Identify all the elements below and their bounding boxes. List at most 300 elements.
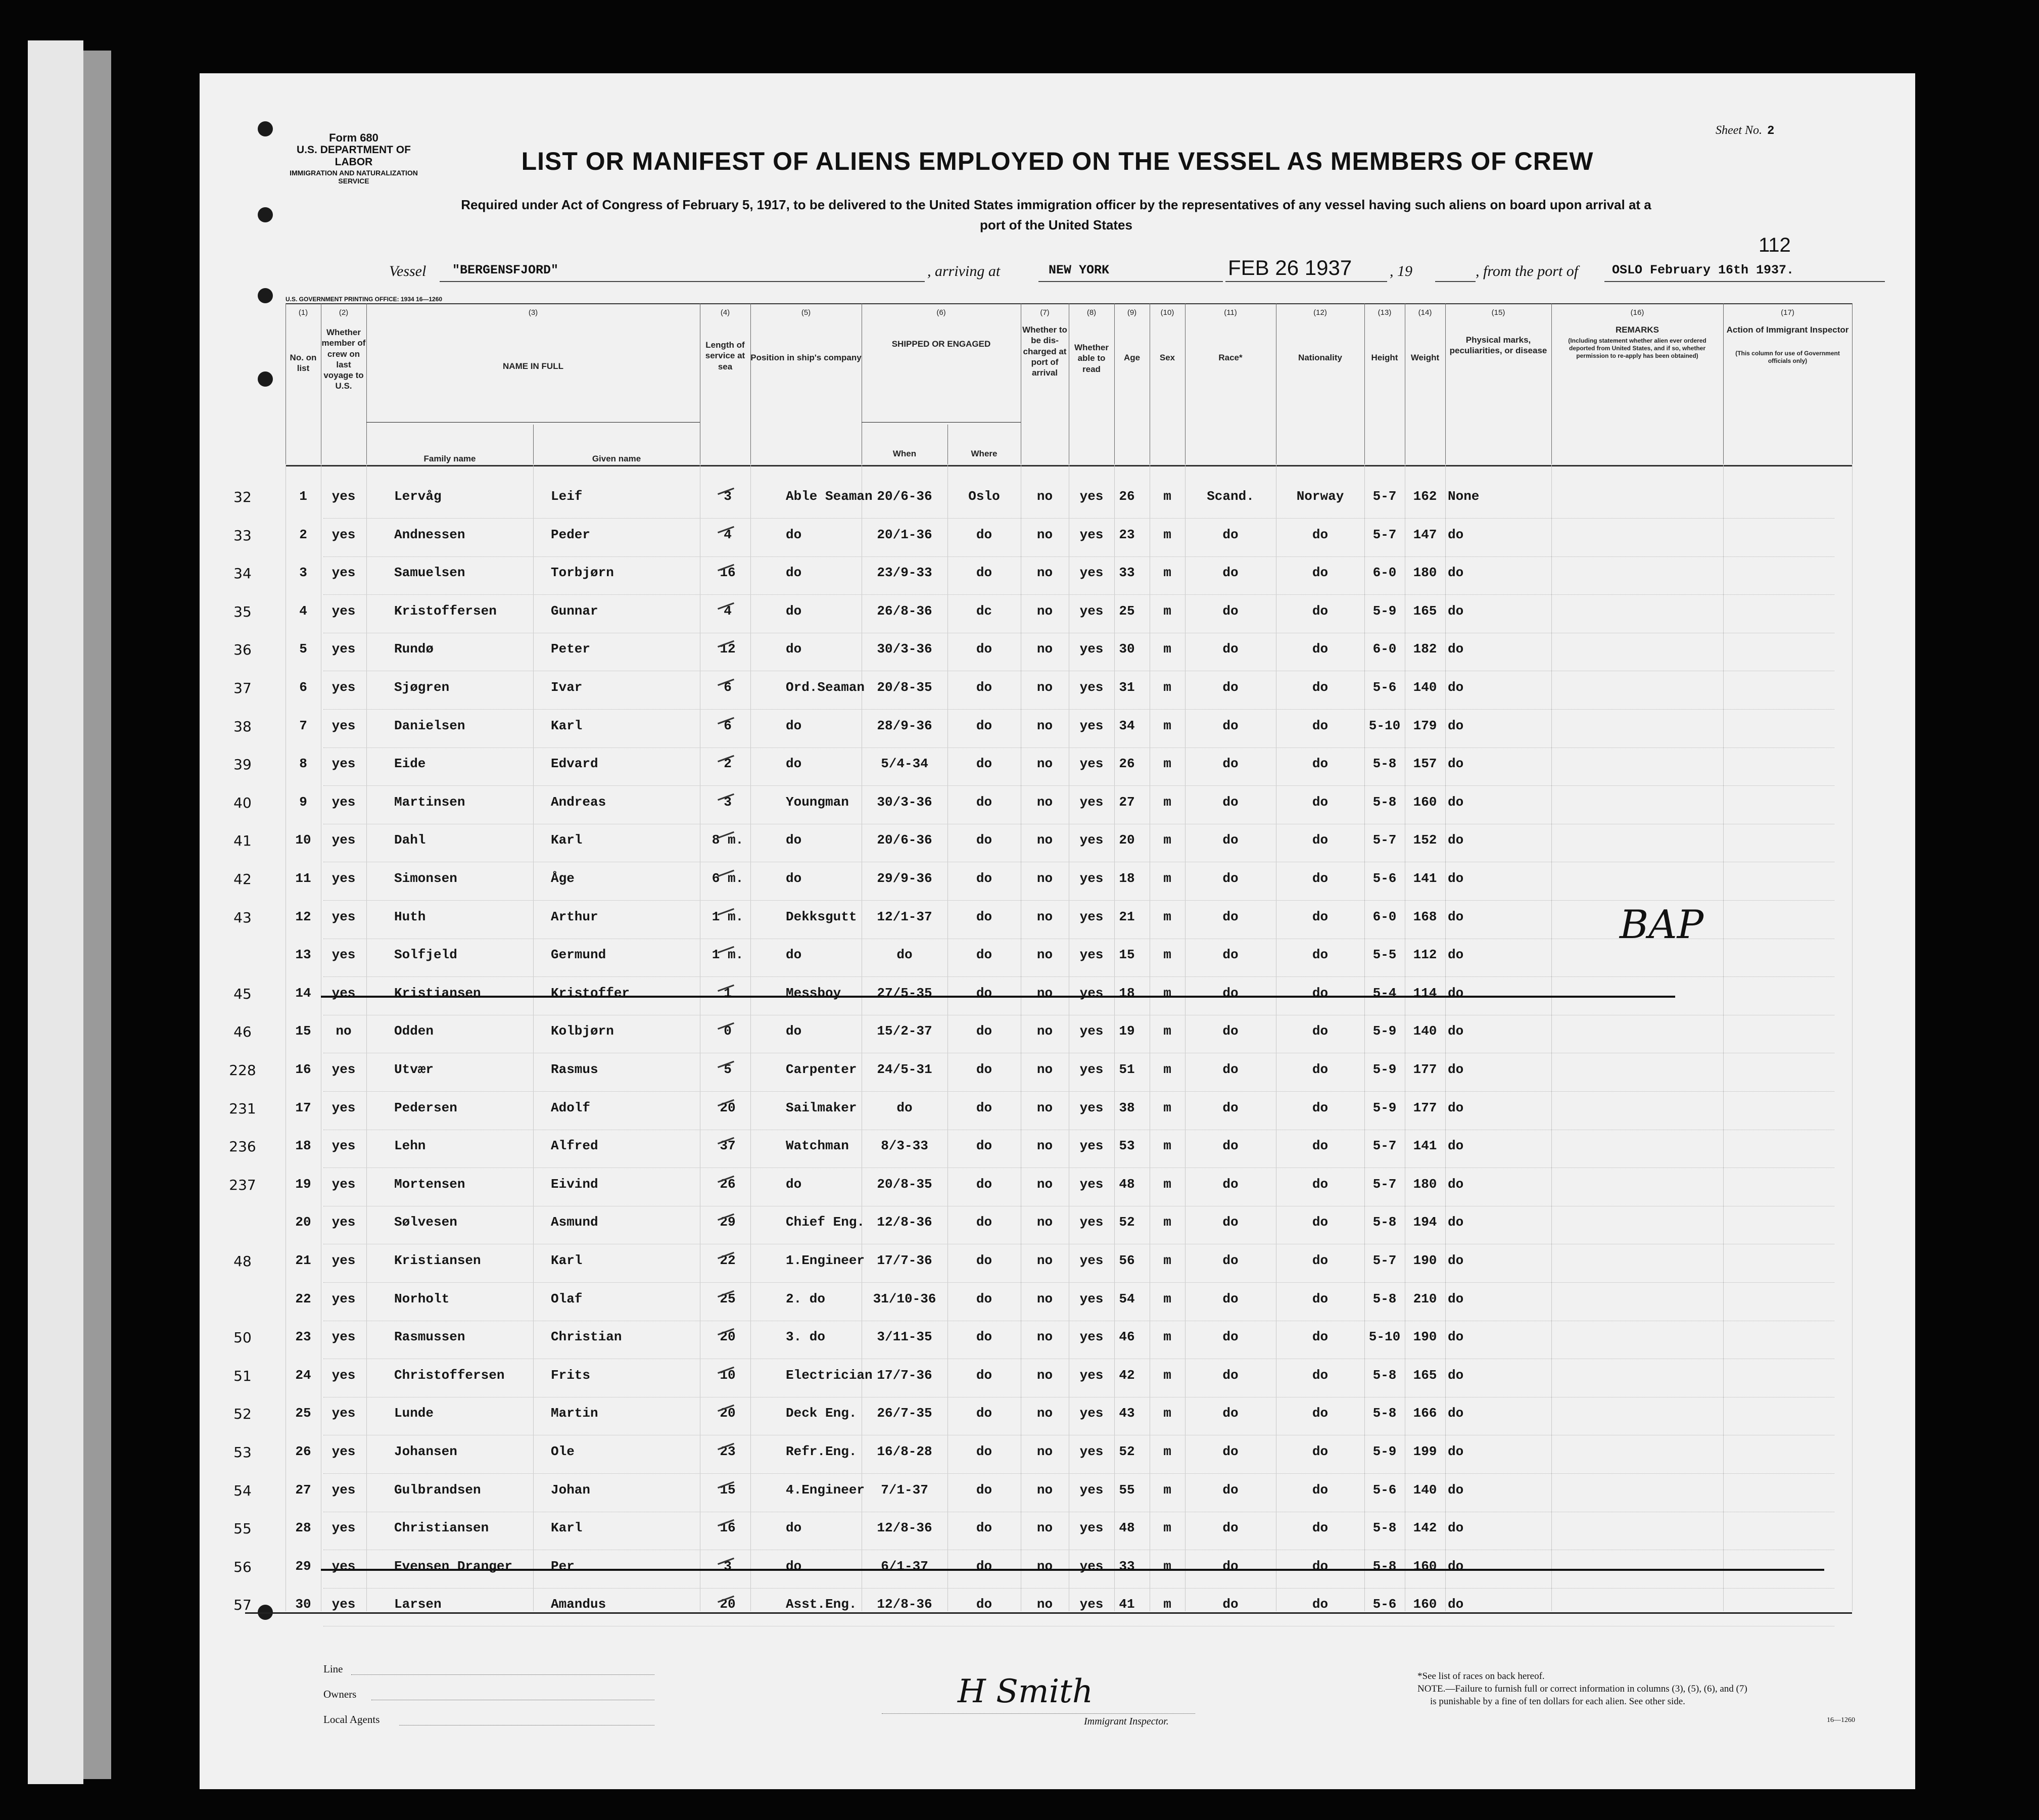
- row-25-when: 26/7-35: [877, 1406, 932, 1421]
- row-6-where: do: [976, 680, 992, 695]
- row-18-race: do: [1222, 1138, 1239, 1154]
- row-29-where: do: [976, 1558, 992, 1574]
- row-29-disch: no: [1036, 1558, 1053, 1574]
- row-17-ref: 231: [229, 1100, 256, 1117]
- col-8-header: Whether able to read: [1074, 343, 1109, 374]
- row-18-marks: do: [1448, 1138, 1464, 1154]
- row-27-position: 4.Engineer: [786, 1482, 865, 1498]
- row-15-position: do: [786, 1023, 802, 1039]
- row-13-height: 5-5: [1372, 947, 1397, 963]
- row-20-age: 52: [1119, 1215, 1135, 1230]
- row-21-marks: do: [1448, 1253, 1464, 1268]
- row-16-disch: no: [1036, 1062, 1053, 1077]
- col-7-number: (7): [1040, 308, 1050, 317]
- row-3-sex: m: [1163, 565, 1171, 581]
- row-20-sex: m: [1163, 1215, 1171, 1230]
- row-15-ref: 46: [233, 1023, 252, 1041]
- row-13-family: Solfjeld: [394, 947, 457, 963]
- row-1-read: yes: [1079, 489, 1104, 504]
- row-1-sex: m: [1163, 489, 1171, 504]
- row-20-marks: do: [1448, 1215, 1464, 1230]
- row-24-given: Frits: [551, 1367, 591, 1383]
- row-18-nat: do: [1312, 1138, 1329, 1154]
- row-4-position: do: [786, 603, 802, 619]
- row-23-where: do: [976, 1329, 992, 1345]
- col-1-number: (1): [298, 308, 308, 317]
- row-23-family: Rasmussen: [394, 1329, 465, 1345]
- row-24-race: do: [1222, 1367, 1239, 1383]
- row-21-where: do: [976, 1253, 992, 1268]
- row-14-marks: do: [1448, 985, 1464, 1001]
- row-23-race: do: [1222, 1329, 1239, 1345]
- row-12-sex: m: [1163, 909, 1171, 924]
- row-12-weight: 168: [1413, 909, 1437, 924]
- row-3-height: 6-0: [1372, 565, 1397, 581]
- row-18-read: yes: [1079, 1138, 1104, 1154]
- row-8-family: Eide: [394, 756, 426, 772]
- row-8-height: 5-8: [1372, 756, 1397, 772]
- row-19-height: 5-7: [1372, 1176, 1397, 1192]
- row-4-ref: 35: [233, 603, 252, 620]
- row-9-race: do: [1222, 794, 1239, 810]
- row-4-no: 4: [299, 603, 307, 619]
- row-13-where: do: [976, 947, 992, 963]
- row-20-family: Sølvesen: [394, 1215, 457, 1230]
- row-4-height: 5-9: [1372, 603, 1397, 619]
- row-7-disch: no: [1036, 718, 1053, 733]
- row-2-ref: 33: [233, 527, 252, 544]
- row-23-read: yes: [1079, 1329, 1104, 1345]
- row-28-crew: yes: [331, 1520, 356, 1536]
- row-25-read: yes: [1079, 1406, 1104, 1421]
- row-1-family: Lervåg: [394, 489, 442, 504]
- row-2-when: 20/1-36: [877, 527, 932, 542]
- sheet-value: 2: [1767, 124, 1775, 138]
- row-25-age: 43: [1119, 1406, 1135, 1421]
- row-21-ref: 48: [233, 1253, 252, 1270]
- row-30-age: 41: [1119, 1597, 1135, 1612]
- row-1-crew: yes: [331, 489, 356, 504]
- row-19-race: do: [1222, 1176, 1239, 1192]
- row-25-nat: do: [1312, 1406, 1329, 1421]
- row-10-read: yes: [1079, 832, 1104, 848]
- row-14-service: 1: [724, 985, 732, 1001]
- row-15-given: Kolbjørn: [551, 1023, 614, 1039]
- row-26-ref: 53: [233, 1444, 252, 1461]
- row-7-read: yes: [1079, 718, 1104, 733]
- row-12-race: do: [1222, 909, 1239, 924]
- row-13-when: do: [896, 947, 913, 963]
- row-24-disch: no: [1036, 1367, 1053, 1383]
- col-17-number: (17): [1781, 308, 1794, 317]
- row-21-service: 22: [720, 1253, 736, 1268]
- row-11-disch: no: [1036, 871, 1053, 886]
- row-12-position: Dekksgutt: [786, 909, 857, 924]
- row-6-height: 5-6: [1372, 680, 1397, 695]
- row-2-service: 4: [724, 527, 732, 542]
- row-19-family: Mortensen: [394, 1176, 465, 1192]
- row-4-nat: do: [1312, 603, 1329, 619]
- row-16-crew: yes: [331, 1062, 356, 1077]
- row-19-ref: 237: [229, 1176, 256, 1193]
- row-21-no: 21: [295, 1253, 311, 1268]
- col-11-header: Race*: [1218, 353, 1243, 362]
- row-20-nat: do: [1312, 1215, 1329, 1230]
- row-10-when: 20/6-36: [877, 832, 932, 848]
- row-6-race: do: [1222, 680, 1239, 695]
- row-21-disch: no: [1036, 1253, 1053, 1268]
- row-3-weight: 180: [1413, 565, 1437, 581]
- col-2-number: (2): [339, 308, 349, 317]
- row-20-no: 20: [295, 1215, 311, 1230]
- row-6-service: 6: [724, 680, 732, 695]
- row-6-disch: no: [1036, 680, 1053, 695]
- row-27-when: 7/1-37: [881, 1482, 928, 1498]
- row-21-age: 56: [1119, 1253, 1135, 1268]
- row-10-ref: 41: [233, 832, 252, 850]
- row-25-weight: 166: [1413, 1406, 1437, 1421]
- subheader-rule: [366, 422, 700, 423]
- row-23-height: 5-10: [1368, 1329, 1401, 1345]
- row-6-position: Ord.Seaman: [786, 680, 865, 695]
- row-9-where: do: [976, 794, 992, 810]
- row-18-service: 37: [720, 1138, 736, 1154]
- row-24-family: Christoffersen: [394, 1367, 505, 1383]
- row-11-crew: yes: [331, 871, 356, 886]
- row-16-sex: m: [1163, 1062, 1171, 1077]
- row-24-read: yes: [1079, 1367, 1104, 1383]
- row-25-sex: m: [1163, 1406, 1171, 1421]
- row-21-position: 1.Engineer: [786, 1253, 865, 1268]
- row-13-age: 15: [1119, 947, 1135, 963]
- row-23-given: Christian: [551, 1329, 622, 1345]
- penalty-note-1: NOTE.—Failure to furnish full or correct information in columns (3), (5), (6), and (7): [1417, 1684, 1747, 1694]
- row-7-ref: 38: [233, 718, 252, 735]
- row-27-nat: do: [1312, 1482, 1329, 1498]
- row-28-given: Karl: [551, 1520, 583, 1536]
- row-26-height: 5-9: [1372, 1444, 1397, 1459]
- row-14-sex: m: [1163, 985, 1171, 1001]
- row-7-race: do: [1222, 718, 1239, 733]
- row-2-weight: 147: [1413, 527, 1437, 542]
- column-rule: [533, 425, 534, 464]
- row-1-position: Able Seaman: [786, 489, 873, 504]
- col-9-number: (9): [1127, 308, 1137, 317]
- row-16-no: 16: [295, 1062, 311, 1077]
- row-5-when: 30/3-36: [877, 641, 932, 657]
- row-24-weight: 165: [1413, 1367, 1437, 1383]
- row-17-family: Pedersen: [394, 1100, 457, 1115]
- shipped-where-header: Where: [971, 449, 998, 458]
- row-15-family: Odden: [394, 1023, 434, 1039]
- row-16-where: do: [976, 1062, 992, 1077]
- row-28-height: 5-8: [1372, 1520, 1397, 1536]
- row-15-age: 19: [1119, 1023, 1135, 1039]
- row-13-weight: 112: [1413, 947, 1437, 963]
- col-5-header: Position in ship's company: [750, 353, 862, 362]
- row-5-read: yes: [1079, 641, 1104, 657]
- row-14-when: 27/5-35: [877, 985, 932, 1001]
- row-22-marks: do: [1448, 1291, 1464, 1306]
- row-21-read: yes: [1079, 1253, 1104, 1268]
- row-27-sex: m: [1163, 1482, 1171, 1498]
- column-rule-body: [1852, 464, 1853, 1611]
- binder-strip: [83, 51, 111, 1779]
- row-30-sex: m: [1163, 1597, 1171, 1612]
- row-20-weight: 194: [1413, 1215, 1437, 1230]
- row-21-height: 5-7: [1372, 1253, 1397, 1268]
- row-12-crew: yes: [331, 909, 356, 924]
- row-19-read: yes: [1079, 1176, 1104, 1192]
- row-8-disch: no: [1036, 756, 1053, 772]
- scan-edge-left: [28, 40, 83, 1784]
- column-rule-body: [1445, 464, 1446, 1611]
- row-30-where: do: [976, 1597, 992, 1612]
- row-14-no: 14: [295, 985, 311, 1001]
- inspector-label: Immigrant Inspector.: [1084, 1716, 1169, 1727]
- row-19-disch: no: [1036, 1176, 1053, 1192]
- row-9-disch: no: [1036, 794, 1053, 810]
- page-subtitle: [291, 195, 1822, 236]
- strike-through: [321, 1569, 1824, 1571]
- form-code: 16—1260: [1827, 1716, 1855, 1724]
- row-12-disch: no: [1036, 909, 1053, 924]
- row-20-disch: no: [1036, 1215, 1053, 1230]
- row-11-where: do: [976, 871, 992, 886]
- row-3-disch: no: [1036, 565, 1053, 581]
- row-7-where: do: [976, 718, 992, 733]
- row-2-where: do: [976, 527, 992, 542]
- row-14-race: do: [1222, 985, 1239, 1001]
- row-29-race: do: [1222, 1558, 1239, 1574]
- row-5-nat: do: [1312, 641, 1329, 657]
- row-28-read: yes: [1079, 1520, 1104, 1536]
- row-8-when: 5/4-34: [881, 756, 928, 772]
- row-29-given: Per: [551, 1558, 575, 1574]
- row-17-position: Sailmaker: [786, 1100, 857, 1115]
- row-2-sex: m: [1163, 527, 1171, 542]
- sheet-number: [1716, 124, 1774, 138]
- row-rule: [323, 594, 1834, 595]
- row-21-when: 17/7-36: [877, 1253, 932, 1268]
- row-18-age: 53: [1119, 1138, 1135, 1154]
- row-6-family: Sjøgren: [394, 680, 450, 695]
- row-11-no: 11: [295, 871, 311, 886]
- row-29-height: 5-8: [1372, 1558, 1397, 1574]
- row-8-ref: 39: [233, 756, 252, 773]
- row-27-family: Gulbrandsen: [394, 1482, 481, 1498]
- row-16-position: Carpenter: [786, 1062, 857, 1077]
- row-rule: [323, 900, 1834, 901]
- row-4-race: do: [1222, 603, 1239, 619]
- row-15-height: 5-9: [1372, 1023, 1397, 1039]
- row-4-crew: yes: [331, 603, 356, 619]
- row-23-age: 46: [1119, 1329, 1135, 1345]
- row-17-race: do: [1222, 1100, 1239, 1115]
- row-2-marks: do: [1448, 527, 1464, 542]
- row-14-disch: no: [1036, 985, 1053, 1001]
- row-3-age: 33: [1119, 565, 1135, 581]
- row-27-height: 5-6: [1372, 1482, 1397, 1498]
- row-22-given: Olaf: [551, 1291, 583, 1306]
- row-21-race: do: [1222, 1253, 1239, 1268]
- row-3-no: 3: [299, 565, 307, 581]
- row-11-ref: 42: [233, 871, 252, 888]
- row-30-family: Larsen: [394, 1597, 442, 1612]
- row-29-nat: do: [1312, 1558, 1329, 1574]
- row-24-age: 42: [1119, 1367, 1135, 1383]
- row-16-when: 24/5-31: [877, 1062, 932, 1077]
- row-24-marks: do: [1448, 1367, 1464, 1383]
- row-12-ref: 43: [233, 909, 252, 926]
- row-10-nat: do: [1312, 832, 1329, 848]
- row-25-ref: 52: [233, 1406, 252, 1423]
- row-13-sex: m: [1163, 947, 1171, 963]
- col-9-header: Age: [1123, 353, 1141, 362]
- column-rule: [1114, 303, 1115, 464]
- race-note: *See list of races on back hereof.: [1417, 1671, 1545, 1682]
- row-9-family: Martinsen: [394, 794, 465, 810]
- row-30-given: Amandus: [551, 1597, 606, 1612]
- row-28-when: 12/8-36: [877, 1520, 932, 1536]
- row-7-nat: do: [1312, 718, 1329, 733]
- row-21-weight: 190: [1413, 1253, 1437, 1268]
- row-4-marks: do: [1448, 603, 1464, 619]
- col-16-subheader: (Including statement whether alien ever ordered deported from United States, and if so, whether permission to re-apply has been obtained): [1568, 337, 1706, 359]
- row-5-marks: do: [1448, 641, 1464, 657]
- row-18-position: Watchman: [786, 1138, 849, 1154]
- row-10-given: Karl: [551, 832, 583, 848]
- row-6-marks: do: [1448, 680, 1464, 695]
- row-2-given: Peder: [551, 527, 591, 542]
- row-27-where: do: [976, 1482, 992, 1498]
- row-24-height: 5-8: [1372, 1367, 1397, 1383]
- row-11-sex: m: [1163, 871, 1171, 886]
- row-26-race: do: [1222, 1444, 1239, 1459]
- row-9-when: 30/3-36: [877, 794, 932, 810]
- departure-port-date: OSLO February 16th 1937.: [1612, 263, 1794, 277]
- row-16-ref: 228: [229, 1062, 256, 1079]
- col-8-number: (8): [1086, 308, 1097, 317]
- from-port-label: , from the port of: [1476, 263, 1579, 279]
- row-12-when: 12/1-37: [877, 909, 932, 924]
- column-rule: [1185, 303, 1186, 464]
- row-8-age: 26: [1119, 756, 1135, 772]
- row-1-no: 1: [299, 489, 307, 504]
- row-3-where: do: [976, 565, 992, 581]
- row-9-ref: 40: [233, 794, 252, 811]
- row-3-when: 23/9-33: [877, 565, 932, 581]
- row-22-position: 2. do: [786, 1291, 826, 1306]
- row-13-position: do: [786, 947, 802, 963]
- col-16-number: (16): [1630, 308, 1644, 317]
- row-30-service: 20: [720, 1597, 736, 1612]
- row-15-where: do: [976, 1023, 992, 1039]
- row-18-crew: yes: [331, 1138, 356, 1154]
- punch-hole: [258, 371, 273, 387]
- form-number: Form 680: [329, 131, 378, 144]
- row-30-disch: no: [1036, 1597, 1053, 1612]
- row-26-sex: m: [1163, 1444, 1171, 1459]
- row-4-given: Gunnar: [551, 603, 598, 619]
- row-12-age: 21: [1119, 909, 1135, 924]
- row-22-weight: 210: [1413, 1291, 1437, 1306]
- row-10-disch: no: [1036, 832, 1053, 848]
- row-12-no: 12: [295, 909, 311, 924]
- row-11-given: Åge: [551, 871, 575, 886]
- row-25-height: 5-8: [1372, 1406, 1397, 1421]
- row-12-marks: do: [1448, 909, 1464, 924]
- row-28-disch: no: [1036, 1520, 1053, 1536]
- row-5-where: do: [976, 641, 992, 657]
- page-title: LIST OR MANIFEST OF ALIENS EMPLOYED ON THE VESSEL AS MEMBERS OF CREW: [521, 147, 1594, 175]
- row-23-crew: yes: [331, 1329, 356, 1345]
- row-15-when: 15/2-37: [877, 1023, 932, 1039]
- row-2-height: 5-7: [1372, 527, 1397, 542]
- col-17-subheader: (This column for use of Government officials only): [1735, 350, 1840, 364]
- row-17-given: Adolf: [551, 1100, 591, 1115]
- row-28-marks: do: [1448, 1520, 1464, 1536]
- row-9-service: 3: [724, 794, 732, 810]
- row-22-service: 25: [720, 1291, 736, 1306]
- row-16-age: 51: [1119, 1062, 1135, 1077]
- row-10-where: do: [976, 832, 992, 848]
- row-17-weight: 177: [1413, 1100, 1437, 1115]
- row-29-crew: yes: [331, 1558, 356, 1574]
- row-17-read: yes: [1079, 1100, 1104, 1115]
- punch-hole: [258, 121, 273, 136]
- row-8-marks: do: [1448, 756, 1464, 772]
- row-26-family: Johansen: [394, 1444, 457, 1459]
- manifest-page: [200, 73, 1915, 1789]
- row-8-race: do: [1222, 756, 1239, 772]
- row-11-age: 18: [1119, 871, 1135, 886]
- row-27-crew: yes: [331, 1482, 356, 1498]
- row-24-sex: m: [1163, 1367, 1171, 1383]
- arrival-date-stamp: FEB 26 1937: [1228, 256, 1352, 279]
- row-8-sex: m: [1163, 756, 1171, 772]
- row-21-family: Kristiansen: [394, 1253, 481, 1268]
- col-12-header: Nationality: [1298, 353, 1342, 362]
- row-24-ref: 51: [233, 1367, 252, 1384]
- col-13-header: Height: [1371, 353, 1398, 362]
- row-25-service: 20: [720, 1406, 736, 1421]
- row-10-age: 20: [1119, 832, 1135, 848]
- row-17-where: do: [976, 1100, 992, 1115]
- row-19-marks: do: [1448, 1176, 1464, 1192]
- row-23-ref: 50: [233, 1329, 252, 1346]
- row-1-age: 26: [1119, 489, 1135, 504]
- line-field: [351, 1674, 654, 1675]
- row-1-marks: None: [1448, 489, 1480, 504]
- row-19-given: Eivind: [551, 1176, 598, 1192]
- row-rule: [323, 1473, 1834, 1474]
- row-25-family: Lunde: [394, 1406, 434, 1421]
- row-1-ref: 32: [233, 489, 252, 505]
- row-14-nat: do: [1312, 985, 1329, 1001]
- row-19-service: 26: [720, 1176, 736, 1192]
- row-2-position: do: [786, 527, 802, 542]
- col-17-header: Action of Immigrant Inspector: [1726, 325, 1849, 335]
- row-16-family: Utvær: [394, 1062, 434, 1077]
- row-20-position: Chief Eng.: [786, 1215, 865, 1230]
- row-4-family: Kristoffersen: [394, 603, 497, 619]
- row-7-family: Danielsen: [394, 718, 465, 733]
- row-25-marks: do: [1448, 1406, 1464, 1421]
- row-9-no: 9: [299, 794, 307, 810]
- row-26-nat: do: [1312, 1444, 1329, 1459]
- row-27-age: 55: [1119, 1482, 1135, 1498]
